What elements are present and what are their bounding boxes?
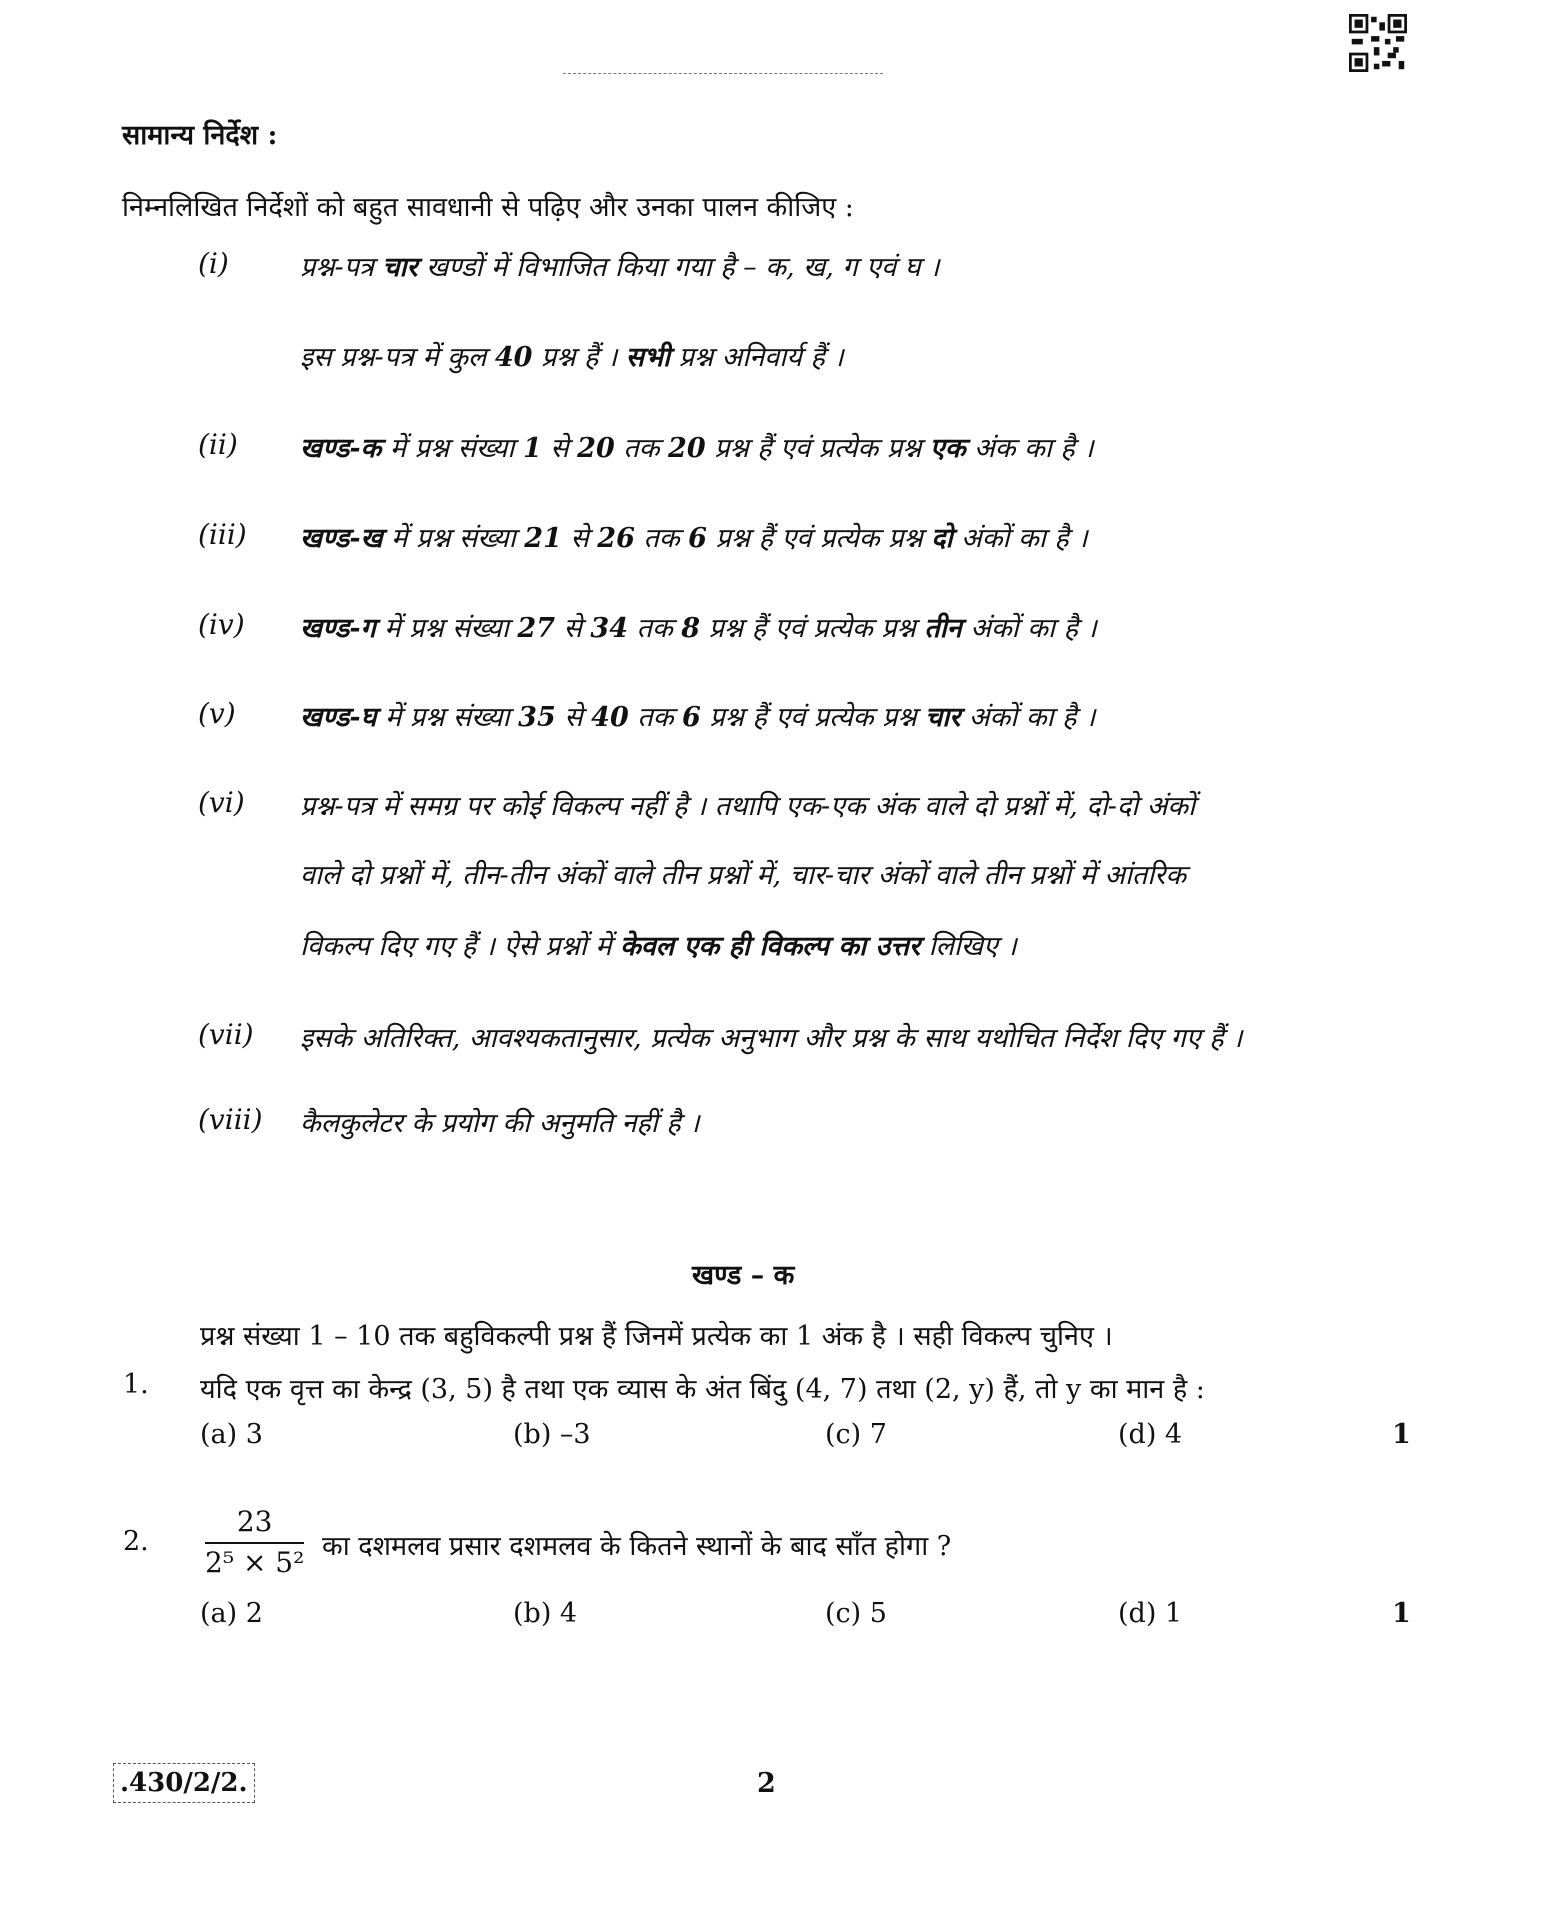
bold-text: केवल एक ही विकल्प का उत्तर (620, 931, 920, 962)
text-segment: खण्डों में विभाजित किया गया है – क, ख, ग एवं घ । (417, 252, 940, 283)
text-segment: से (554, 613, 591, 644)
instruction-label: (vi) (198, 786, 245, 819)
instruction-label: (ii) (198, 428, 238, 461)
text-segment: प्रश्न हैं । (532, 342, 626, 373)
bold-text: 8 (681, 613, 701, 644)
text-segment: कैलकुलेटर के प्रयोग की अनुमति नहीं है । (300, 1108, 700, 1139)
bold-text: 6 (688, 523, 707, 554)
instruction-line (300, 428, 1094, 465)
text-segment: से (555, 702, 592, 733)
bold-text: 1 (522, 433, 542, 464)
instruction-line (300, 926, 1017, 963)
bold-text: दो (931, 523, 953, 554)
instruction-line (300, 608, 1097, 645)
option-b: (b) 4 (513, 1598, 578, 1629)
question-number: 1. (123, 1369, 149, 1400)
instruction-label: (i) (198, 247, 229, 280)
instruction-label: (iv) (198, 608, 245, 641)
text-segment: प्रश्न हैं एवं प्रत्येक प्रश्न (700, 613, 925, 644)
text-segment: तक (628, 702, 683, 733)
text-segment: विकल्प दिए गए हैं । ऐसे प्रश्नों में (300, 931, 621, 962)
question-text: यदि एक वृत्त का केन्द्र (3, 5) है तथा एक व्यास के अंत बिंदु (4, 7) तथा (2, y) हैं, तो y का मान है : (200, 1374, 1205, 1405)
fraction-numerator: 23 (205, 1505, 304, 1544)
instruction-line (300, 855, 1186, 892)
section-instruction: प्रश्न संख्या 1 – 10 तक बहुविकल्पी प्रश्न हैं जिनमें प्रत्येक का 1 अंक है । सही विकल्प चुनिए । (200, 1321, 1113, 1352)
general-instructions-intro: निम्नलिखित निर्देशों को बहुत सावधानी से पढ़िए और उनका पालन कीजिए : (122, 192, 854, 223)
text-segment: प्रश्न अनिवार्य हैं । (670, 342, 844, 373)
bold-text: खण्ड-ख (300, 523, 383, 554)
bold-text: 6 (682, 702, 701, 733)
paper-code: .430/2/2. (113, 1763, 255, 1803)
instruction-line (300, 337, 844, 374)
instruction-line (300, 1018, 1242, 1055)
bold-text: तीन (924, 613, 962, 644)
bold-text: 40 (591, 702, 629, 733)
text-segment: तक (614, 433, 669, 464)
question-text: का दशमलव प्रसार दशमलव के कितने स्थानों के बाद साँत होगा ? (322, 1531, 952, 1562)
text-segment: अंकों का है । (952, 523, 1088, 554)
text-segment: से (541, 433, 578, 464)
text-segment: इसके अतिरिक्त, आवश्यकतानुसार, प्रत्येक अनुभाग और प्रश्न के साथ यथोचित निर्देश दिए गए हैं । (300, 1023, 1243, 1054)
question-number: 2. (123, 1526, 149, 1557)
text-segment: में प्रश्न संख्या (376, 702, 519, 733)
text-segment: अंक का है । (965, 433, 1094, 464)
general-instructions-heading: सामान्य निर्देश : (122, 120, 278, 151)
bold-text: 27 (517, 613, 555, 644)
bold-text: चार (925, 702, 961, 733)
fraction (205, 1505, 304, 1579)
text-segment: प्रश्न हैं एवं प्रत्येक प्रश्न (700, 702, 926, 733)
text-segment: प्रश्न-पत्र में समग्र पर कोई विकल्प नहीं है । तथापि एक-एक अंक वाले दो प्रश्नों में, दो-दो अंकों (300, 791, 1196, 822)
text-segment: इस प्रश्न-पत्र में कुल (300, 342, 495, 373)
text-segment: अंकों का है । (961, 613, 1097, 644)
fraction-denominator: 2⁵ × 5² (205, 1546, 305, 1579)
instruction-label: (vii) (198, 1018, 254, 1051)
option-b: (b) –3 (513, 1419, 591, 1450)
header-rule (563, 73, 883, 74)
section-title: खण्ड – क (692, 1260, 795, 1291)
qr-code-icon (1349, 14, 1407, 72)
bold-text: एक (929, 433, 966, 464)
option-d: (d) 1 (1118, 1598, 1183, 1629)
instruction-line (300, 518, 1088, 555)
text-segment: तक (634, 523, 689, 554)
bold-text: खण्ड-घ (300, 702, 377, 733)
text-segment: में प्रश्न संख्या (381, 433, 523, 464)
text-segment: तक (627, 613, 682, 644)
instruction-label: (iii) (198, 518, 247, 551)
instruction-label: (v) (198, 697, 236, 730)
bold-text: खण्ड-क (300, 433, 382, 464)
option-c: (c) 7 (825, 1419, 887, 1450)
bold-text: सभी (625, 342, 671, 373)
text-segment: लिखिए । (920, 931, 1017, 962)
instruction-line (300, 247, 939, 284)
option-c: (c) 5 (825, 1598, 887, 1629)
bold-text: चार (382, 252, 418, 283)
text-segment: में प्रश्न संख्या (382, 523, 525, 554)
option-a: (a) 3 (200, 1419, 263, 1450)
option-a: (a) 2 (200, 1598, 263, 1629)
question-marks: 1 (1392, 1598, 1411, 1629)
bold-text: 26 (597, 523, 635, 554)
text-segment: से (561, 523, 598, 554)
text-segment: वाले दो प्रश्नों में, तीन-तीन अंकों वाले तीन प्रश्नों में, चार-चार अंकों वाले तीन प्रश्नों में आंतरिक (300, 860, 1187, 891)
bold-text: 20 (577, 433, 615, 464)
page-number: 2 (757, 1768, 776, 1799)
option-d: (d) 4 (1118, 1419, 1183, 1450)
text-segment: में प्रश्न संख्या (375, 613, 518, 644)
instruction-line (300, 1103, 700, 1140)
bold-text: खण्ड-ग (300, 613, 376, 644)
question-marks: 1 (1392, 1419, 1411, 1450)
text-segment: प्रश्न-पत्र (300, 252, 383, 283)
text-segment: अंकों का है । (960, 702, 1096, 733)
bold-text: 35 (518, 702, 556, 733)
bold-text: 34 (590, 613, 628, 644)
bold-text: 20 (668, 433, 706, 464)
text-segment: प्रश्न हैं एवं प्रत्येक प्रश्न (705, 433, 930, 464)
instruction-line (300, 697, 1095, 734)
instruction-line (300, 786, 1195, 823)
instruction-label: (viii) (198, 1103, 263, 1136)
bold-text: 21 (524, 523, 562, 554)
bold-text: 40 (494, 342, 533, 373)
text-segment: प्रश्न हैं एवं प्रत्येक प्रश्न (706, 523, 932, 554)
